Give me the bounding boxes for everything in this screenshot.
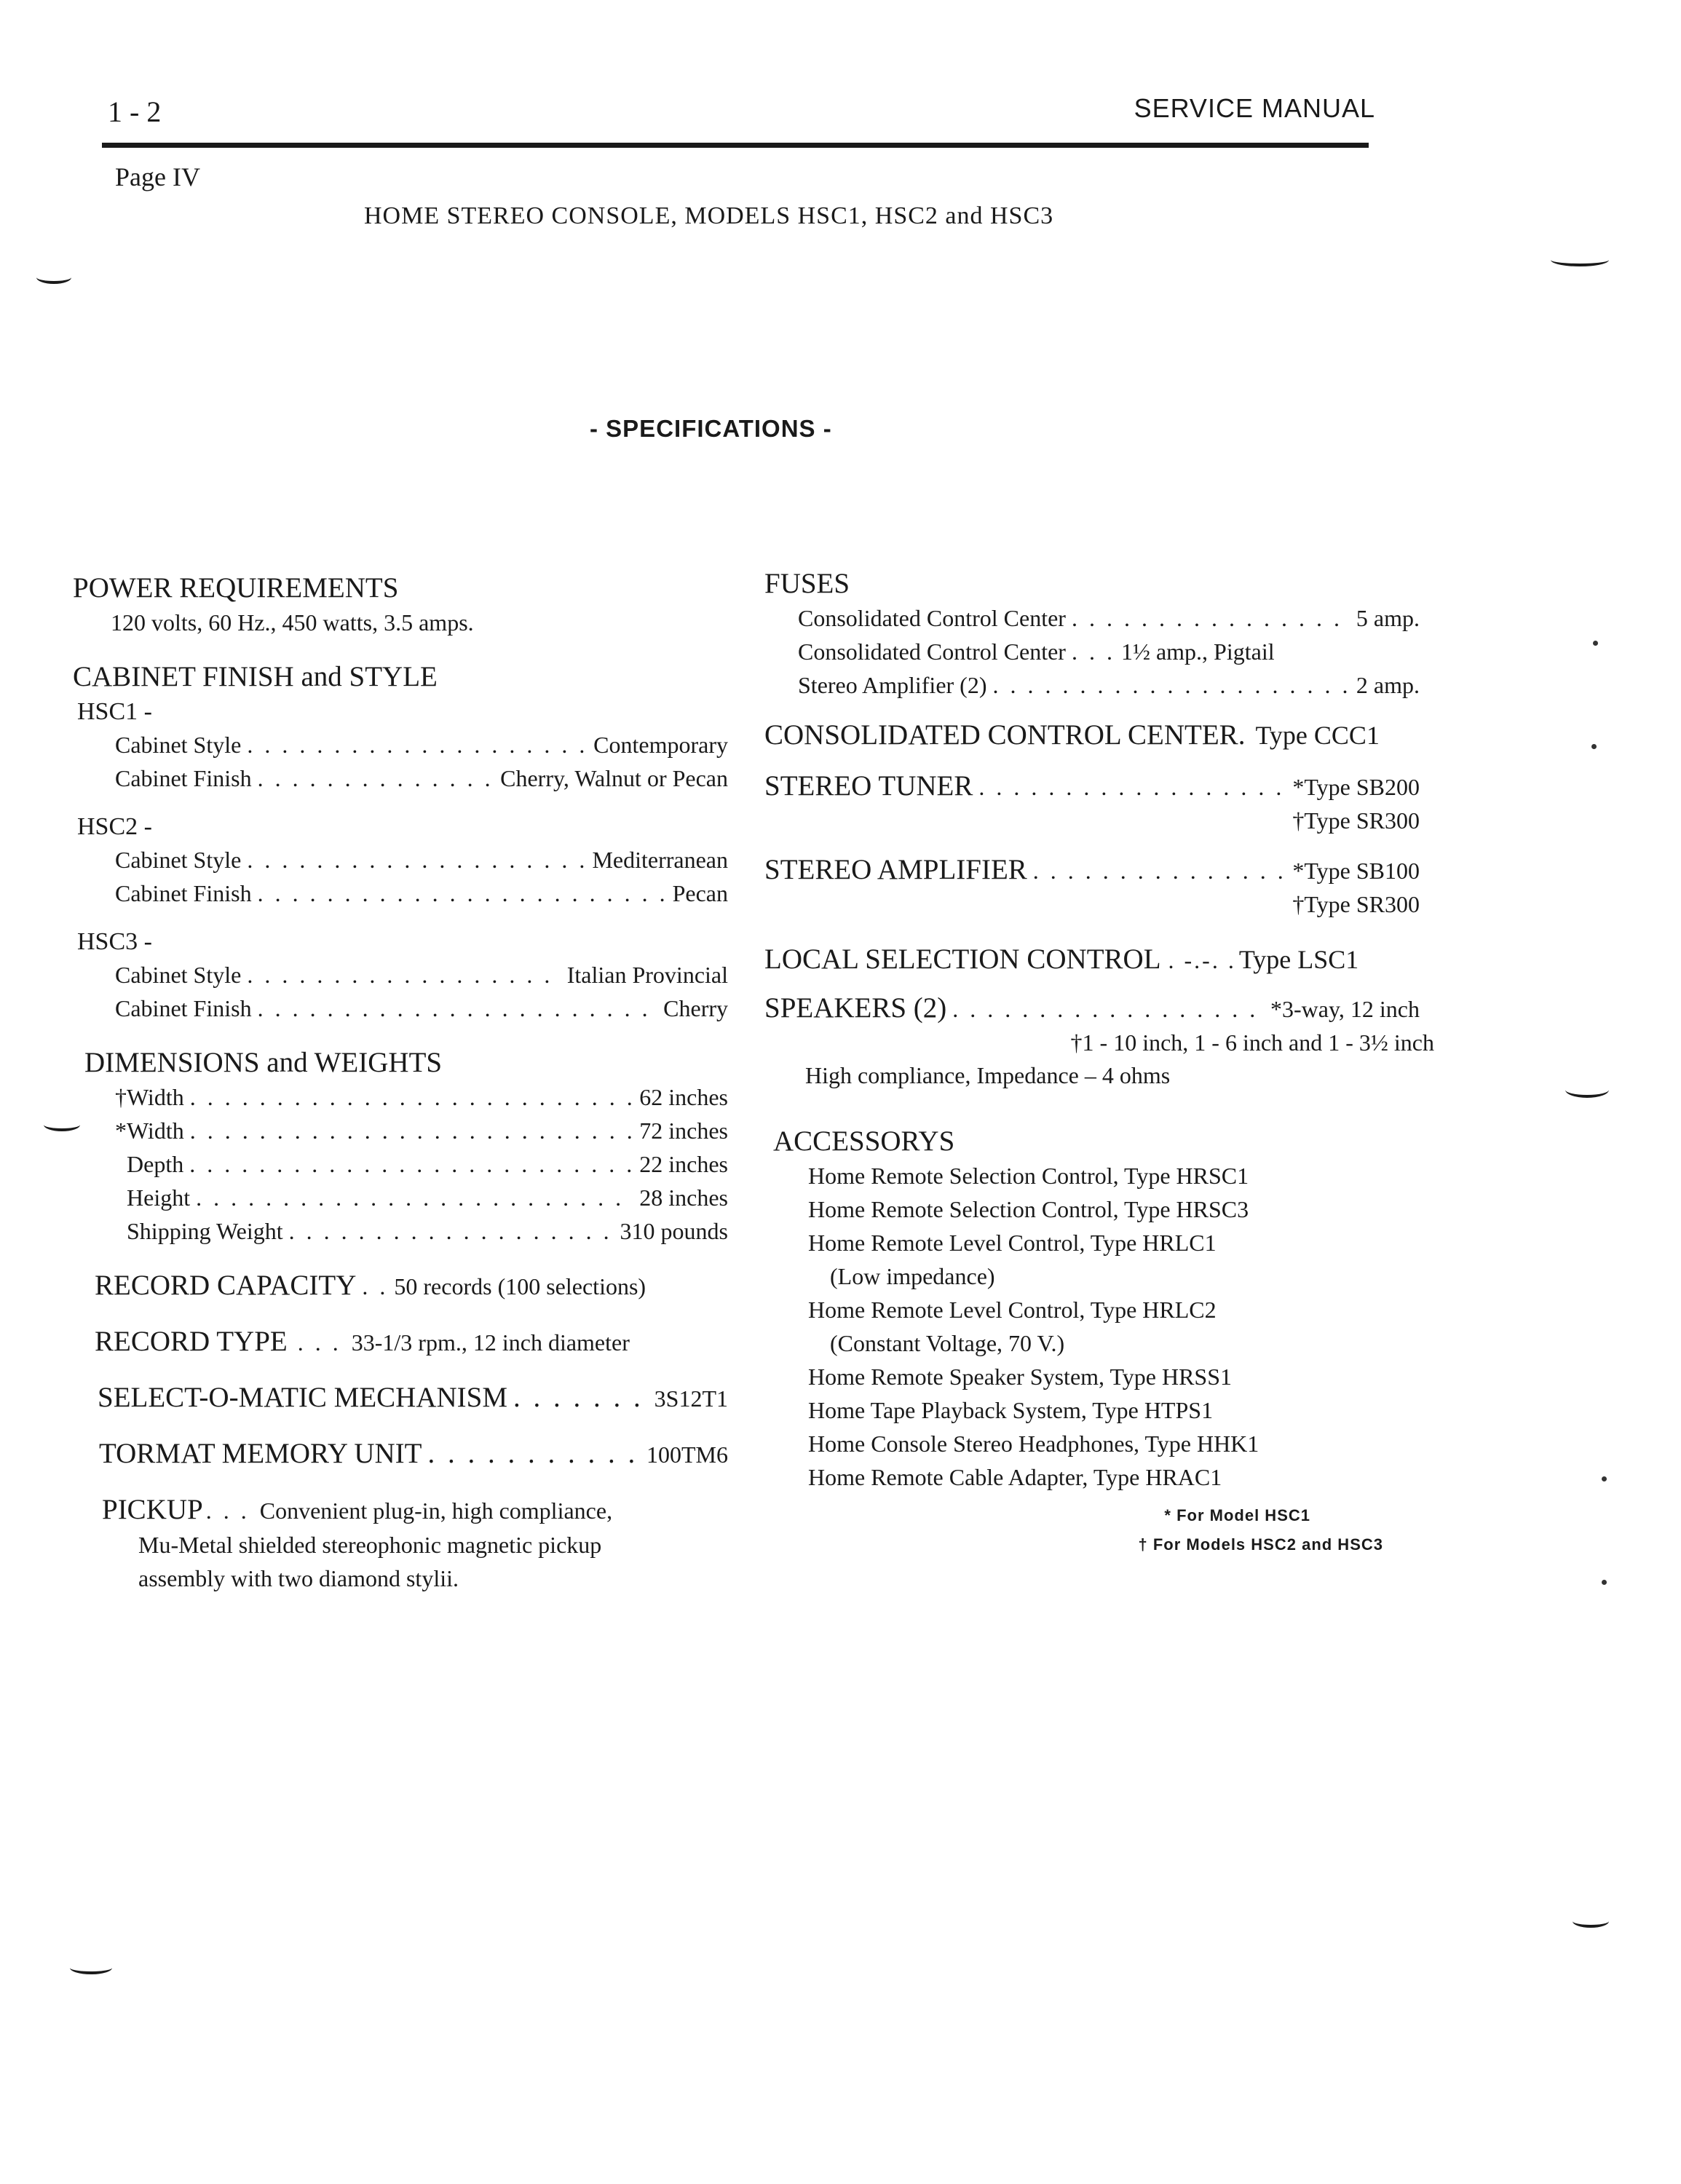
- leader-dots: [428, 1436, 641, 1471]
- leader-dots: . . .: [297, 1329, 341, 1356]
- accessory-item: Home Tape Playback System, Type HTPS1: [808, 1397, 1214, 1423]
- pickup-row: [102, 1492, 728, 1528]
- accessory-item: Home Remote Speaker System, Type HRSS1: [808, 1364, 1233, 1390]
- tuner-value-2: †Type SR300: [1292, 807, 1420, 834]
- dimension-value: 72 inches: [639, 1117, 728, 1144]
- manual-title: SERVICE MANUAL: [1134, 93, 1375, 123]
- speakers-label: SPEAKERS (2): [764, 992, 947, 1024]
- hsc3-title: HSC3 -: [77, 928, 152, 955]
- leader-dots: [1033, 853, 1287, 888]
- scan-mark: [1551, 253, 1609, 266]
- scan-dot: [1602, 1580, 1607, 1585]
- hsc3-finish-row: [115, 992, 728, 1025]
- ccc-value: Type CCC1: [1255, 721, 1380, 750]
- hsc3-style-row: [115, 958, 728, 992]
- fuse-label: Consolidated Control Center: [798, 638, 1066, 665]
- ccc-label: CONSOLIDATED CONTROL CENTER.: [764, 719, 1246, 751]
- local-control-label: LOCAL SELECTION CONTROL: [764, 943, 1161, 975]
- scan-mark: [70, 1961, 112, 1974]
- mechanism-row: [98, 1380, 728, 1416]
- tuner-label: STEREO TUNER: [764, 770, 973, 802]
- hsc3-style-label: Cabinet Style: [115, 962, 242, 988]
- leader-dots: [952, 992, 1265, 1026]
- tuner-row: [764, 769, 1420, 804]
- leader-dots: [196, 1181, 633, 1214]
- dimension-row: [115, 1114, 728, 1147]
- leader-dots: [1072, 601, 1350, 635]
- hsc1-finish-label: Cabinet Finish: [115, 765, 252, 791]
- fuses-heading: FUSES: [764, 568, 850, 599]
- leader-dots: [247, 843, 586, 877]
- dimension-label: Height: [127, 1184, 191, 1211]
- hsc2-finish-value: Pecan: [672, 880, 728, 906]
- memory-value: 100TM6: [646, 1441, 728, 1468]
- leader-dots: [513, 1380, 649, 1415]
- hsc1-title: HSC1 -: [77, 698, 152, 725]
- page-number: 1 - 2: [108, 95, 162, 128]
- leader-dots: [258, 877, 667, 910]
- specs-left-column: [73, 571, 728, 1595]
- header-rule: [102, 143, 1369, 148]
- hsc2-style-value: Mediterranean: [592, 847, 728, 873]
- speakers-row: [764, 991, 1420, 1026]
- dimension-row: [127, 1214, 728, 1248]
- dimension-label: *Width: [115, 1117, 184, 1144]
- record-type-row: [95, 1324, 728, 1360]
- amplifier-row: [764, 852, 1420, 888]
- hsc2-style-label: Cabinet Style: [115, 847, 242, 873]
- specifications-heading: - SPECIFICATIONS -: [590, 415, 832, 442]
- hsc3-finish-value: Cherry: [663, 995, 728, 1021]
- dimension-label: Shipping Weight: [127, 1218, 283, 1244]
- fuse-value: 1½ amp., Pigtail: [1120, 638, 1275, 665]
- power-heading: POWER REQUIREMENTS: [73, 572, 399, 604]
- speakers-value-1: *3-way, 12 inch: [1270, 996, 1420, 1022]
- record-type-value: 33-1/3 rpm., 12 inch diameter: [351, 1329, 630, 1356]
- record-type-label: RECORD TYPE: [95, 1326, 288, 1357]
- leader-dots: [258, 992, 658, 1025]
- accessory-note: (Constant Voltage, 70 V.): [830, 1330, 1065, 1356]
- fuse-value: 2 amp.: [1356, 672, 1420, 698]
- accessory-item: Home Remote Level Control, Type HRLC2: [808, 1297, 1217, 1323]
- dimension-row: [127, 1147, 728, 1181]
- ccc-row: [764, 718, 1420, 753]
- hsc2-finish-label: Cabinet Finish: [115, 880, 252, 906]
- pickup-line-2: Mu-Metal shielded stereophonic magnetic pickup: [138, 1532, 602, 1558]
- pickup-line-3: assembly with two diamond stylii.: [138, 1565, 459, 1591]
- leader-dots: [190, 1080, 634, 1114]
- memory-label: TORMAT MEMORY UNIT: [99, 1438, 422, 1469]
- fuse-label: Consolidated Control Center: [798, 605, 1066, 631]
- pickup-line-1: Convenient plug-in, high compliance,: [259, 1497, 613, 1524]
- accessory-item: Home Console Stereo Headphones, Type HHK1: [808, 1431, 1259, 1457]
- mechanism-value: 3S12T1: [654, 1385, 728, 1412]
- record-capacity-row: [95, 1268, 728, 1304]
- speakers-value-3: High compliance, Impedance – 4 ohms: [805, 1062, 1171, 1088]
- cabinet-heading: CABINET FINISH and STYLE: [73, 661, 438, 692]
- tuner-value-1: *Type SB200: [1292, 774, 1420, 800]
- footnote-dagger: † For Models HSC2 and HSC3: [1138, 1535, 1383, 1554]
- leader-dots: . . .: [205, 1497, 250, 1524]
- record-capacity-value: 50 records (100 selections): [394, 1273, 646, 1299]
- leader-dots: [247, 728, 588, 761]
- dimension-label: Depth: [127, 1151, 184, 1177]
- leader-dots: [247, 958, 561, 992]
- accessory-item: Home Remote Selection Control, Type HRSC3: [808, 1196, 1249, 1222]
- hsc2-finish-row: [115, 877, 728, 910]
- record-capacity-label: RECORD CAPACITY: [95, 1270, 357, 1301]
- scan-dot: [1593, 641, 1598, 646]
- hsc2-style-row: [115, 843, 728, 877]
- specs-right-column: [764, 566, 1434, 1559]
- accessory-item: Home Remote Selection Control, Type HRSC1: [808, 1163, 1249, 1189]
- dimension-label: †Width: [115, 1084, 184, 1110]
- scan-mark: [1565, 1082, 1609, 1098]
- dimension-row: [127, 1181, 728, 1214]
- scan-dot: [1602, 1476, 1607, 1481]
- memory-row: [99, 1436, 728, 1472]
- hsc1-style-row: [115, 728, 728, 761]
- dimension-value: 310 pounds: [620, 1218, 728, 1244]
- speakers-value-2: †1 - 10 inch, 1 - 6 inch and 1 - 3½ inch: [1070, 1029, 1434, 1056]
- fuse-row: [798, 668, 1420, 702]
- dimensions-heading: DIMENSIONS and WEIGHTS: [84, 1047, 443, 1078]
- power-text: 120 volts, 60 Hz., 450 watts, 3.5 amps.: [111, 609, 474, 636]
- hsc1-finish-row: [115, 761, 728, 795]
- fuse-value: 5 amp.: [1356, 605, 1420, 631]
- mechanism-label: SELECT-O-MATIC MECHANISM: [98, 1382, 508, 1413]
- hsc3-style-value: Italian Provincial: [566, 962, 728, 988]
- leader-dots: . . .: [1071, 638, 1115, 665]
- local-control-value: Type LSC1: [1238, 945, 1359, 974]
- scan-dot: [1591, 744, 1597, 749]
- accessory-item: Home Remote Level Control, Type HRLC1: [808, 1230, 1217, 1256]
- leader-dots: [190, 1114, 634, 1147]
- fuse-row: [798, 635, 1420, 668]
- local-control-row: [764, 942, 1420, 978]
- leader-dots: [992, 668, 1350, 702]
- leader-dots: . .: [362, 1273, 389, 1299]
- leader-dots: [258, 761, 495, 795]
- leader-dots: [978, 769, 1286, 804]
- amplifier-label: STEREO AMPLIFIER: [764, 854, 1027, 885]
- dimension-row: [115, 1080, 728, 1114]
- amplifier-value-2: †Type SR300: [1292, 891, 1420, 917]
- accessory-item: Home Remote Cable Adapter, Type HRAC1: [808, 1464, 1222, 1490]
- page-tag: Page IV: [115, 162, 200, 191]
- dimension-value: 22 inches: [639, 1151, 728, 1177]
- fuse-label: Stereo Amplifier (2): [798, 672, 987, 698]
- accessories-heading: ACCESSORYS: [773, 1125, 955, 1157]
- footnote-star: * For Model HSC1: [1164, 1506, 1310, 1524]
- leader-dots: [189, 1147, 633, 1181]
- hsc2-title: HSC2 -: [77, 813, 152, 840]
- leader-dots: . -.-. .: [1168, 947, 1236, 973]
- hsc1-style-label: Cabinet Style: [115, 732, 242, 758]
- pickup-label: PICKUP: [102, 1494, 203, 1525]
- scan-mark: [1573, 1915, 1609, 1928]
- hsc1-style-value: Contemporary: [593, 732, 728, 758]
- hsc3-finish-label: Cabinet Finish: [115, 995, 252, 1021]
- dimension-value: 62 inches: [639, 1084, 728, 1110]
- amplifier-value-1: *Type SB100: [1292, 858, 1420, 884]
- accessory-note: (Low impedance): [830, 1263, 995, 1289]
- leader-dots: [289, 1214, 614, 1248]
- fuse-row: [798, 601, 1420, 635]
- dimension-value: 28 inches: [639, 1184, 728, 1211]
- scan-mark: [36, 271, 71, 284]
- document-title: HOME STEREO CONSOLE, MODELS HSC1, HSC2 and HSC3: [364, 202, 1054, 229]
- hsc1-finish-value: Cherry, Walnut or Pecan: [500, 765, 728, 791]
